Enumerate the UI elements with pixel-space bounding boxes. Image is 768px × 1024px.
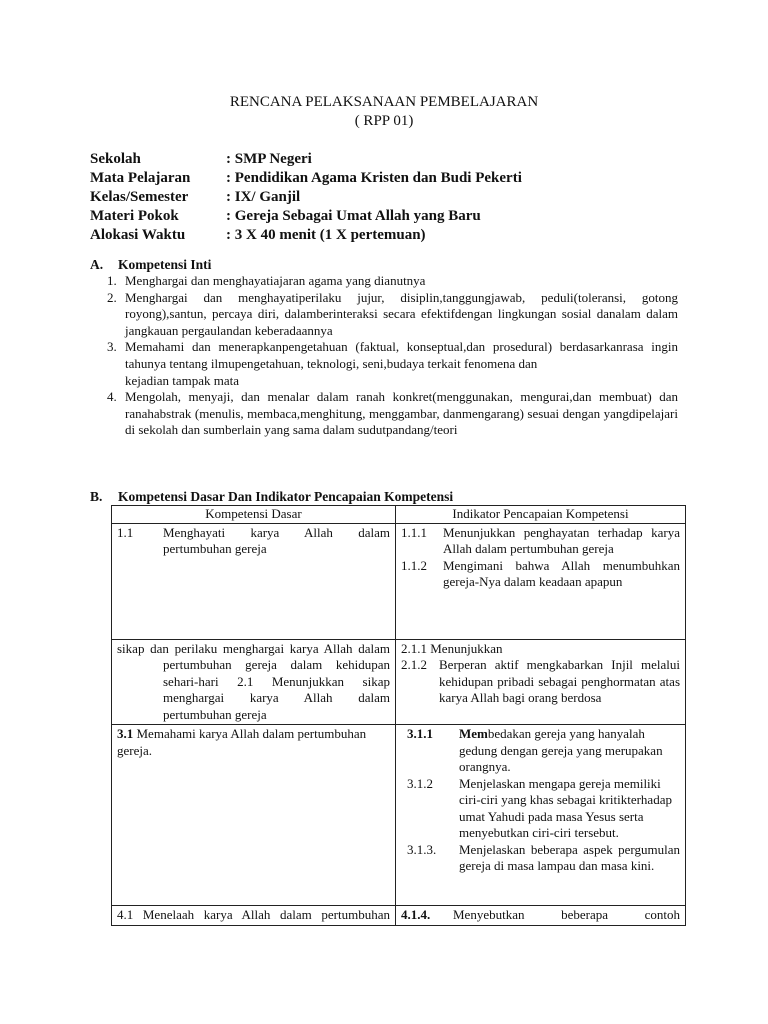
indicator-text: Menunjukkan penghayatan terhadap karya Allah dalam pertumbuhan gereja bbox=[443, 524, 680, 556]
document-title: RENCANA PELAKSANAAN PEMBELAJARAN bbox=[229, 94, 539, 110]
list-text-continuation: kejadian tampak mata bbox=[125, 372, 240, 388]
info-row-mata-pelajaran bbox=[90, 169, 522, 188]
info-value: : 3 X 40 menit (1 X pertemuan) bbox=[226, 227, 426, 243]
list-number: 1. bbox=[107, 273, 117, 288]
info-label: Sekolah bbox=[90, 151, 141, 167]
indicator-item bbox=[401, 726, 680, 776]
info-row-alokasi-waktu bbox=[90, 226, 522, 245]
info-value: : IX/ Ganjil bbox=[226, 189, 301, 205]
column-header-indikator: Indikator Pencapaian Kompetensi bbox=[396, 506, 686, 524]
table-row bbox=[112, 725, 686, 906]
kd-text: Menghayati karya Allah dalam pertumbuhan gereja bbox=[163, 524, 390, 556]
info-label: Alokasi Waktu bbox=[90, 227, 186, 243]
info-row-sekolah bbox=[90, 150, 522, 169]
list-item bbox=[107, 273, 678, 290]
indicator-number: 1.1.1 bbox=[401, 524, 427, 540]
list-item bbox=[107, 339, 678, 372]
list-number: 3. bbox=[107, 339, 117, 355]
indicator-text-emphasis: Mem bbox=[459, 726, 488, 741]
info-label: Kelas/Semester bbox=[90, 189, 189, 205]
section-title: Kompetensi Inti bbox=[118, 257, 212, 272]
list-text: Menghargai dan menghayatiajaran agama yang dianutnya bbox=[125, 273, 426, 288]
indicator-item bbox=[401, 558, 680, 591]
section-letter: A. bbox=[90, 257, 104, 272]
indicator-cell bbox=[396, 639, 686, 725]
indicator-text: Menyebutkan beberapa contoh bbox=[453, 907, 680, 922]
indicator-text: Berperan aktif mengkabarkan Injil melalui kehidupan pribadi sebagai penghormatan atas karya Allah bagi orang berdosa bbox=[439, 657, 680, 705]
table-row bbox=[112, 639, 686, 725]
info-block bbox=[90, 150, 522, 245]
kd-text: Memahami karya Allah dalam pertumbuhan gereja. bbox=[117, 726, 367, 758]
table-row bbox=[112, 523, 686, 639]
indicator-text: Menjelaskan beberapa aspek pergumulan gereja di masa lampau dan masa kini. bbox=[459, 841, 680, 873]
section-title: Kompetensi Dasar Dan Indikator Pencapaian Kompetensi bbox=[118, 489, 454, 504]
info-value: : SMP Negeri bbox=[226, 151, 312, 167]
indicator-number: 4.1.4. bbox=[401, 907, 431, 922]
info-value: : Pendidikan Agama Kristen dan Budi Pekerti bbox=[226, 170, 522, 186]
indicator-item bbox=[401, 776, 680, 842]
kd-number: 3.1 bbox=[117, 726, 134, 741]
table-row bbox=[112, 906, 686, 926]
indicator-item bbox=[401, 525, 680, 558]
list-text: Menghargai dan menghayatiperilaku jujur, disiplin,tanggungjawab, peduli(toleransi, gotong royong),santun, percaya diri, dalamberinteraksi secara efektifdengan lingkungan sosial danalam dalam jangkauan pergaulandan keberadaannya bbox=[125, 289, 678, 338]
indicator-item bbox=[401, 907, 680, 924]
kd-number: 1.1 bbox=[117, 524, 134, 540]
indicator-cell bbox=[396, 725, 686, 906]
list-text: Memahami dan menerapkanpengetahuan (faktual, konseptual,dan prosedural) berdasarkanrasa ingin tahunya tentang ilmupengetahuan, teknologi, seni,budaya terkait fenomena dan bbox=[125, 339, 678, 371]
info-label: Mata Pelajaran bbox=[90, 170, 191, 186]
indicator-item bbox=[401, 657, 680, 707]
section-letter: B. bbox=[90, 489, 103, 504]
list-number: 4. bbox=[107, 389, 117, 405]
kd-cell bbox=[112, 639, 396, 725]
info-row-materi-pokok bbox=[90, 207, 522, 226]
indicator-item: 2.1.1 Menunjukkan bbox=[401, 640, 503, 656]
document-subtitle: ( RPP 01) bbox=[354, 113, 414, 129]
list-text: Mengolah, menyaji, dan menalar dalam ranah konkret(menggunakan, mengurai,dan membuat) dan ranahabstrak (menulis, membaca,menghitung, menggambar, danmengarang) sesuai dengan yangdipelajari di sekolah dan sumberlain yang sama dalam sudutpandang/teori bbox=[125, 389, 678, 438]
indicator-number: 3.1.1 bbox=[407, 726, 433, 741]
info-row-kelas-semester bbox=[90, 188, 522, 207]
indicator-text: Menjelaskan mengapa gereja memiliki ciri-ciri yang khas sebagai kritikterhadap umat Yahudi pada masa Yesus serta menyebutkan ciri-ciri tersebut. bbox=[459, 775, 672, 840]
list-item bbox=[107, 290, 678, 340]
kd-text: 4.1 Menelaah karya Allah dalam pertumbuhan bbox=[117, 907, 390, 922]
list-item bbox=[107, 389, 678, 439]
kd-cell bbox=[112, 906, 396, 926]
kd-cell bbox=[112, 725, 396, 906]
section-a-heading bbox=[90, 257, 211, 273]
indicator-number: 3.1.2 bbox=[407, 775, 433, 791]
kompetensi-inti-list bbox=[107, 273, 678, 439]
indicator-number: 2.1.2 bbox=[401, 657, 427, 672]
indicator-text: bedakan gereja yang hanyalah gedung dengan gereja yang merupakan orangnya. bbox=[459, 726, 663, 774]
column-header-kompetensi-dasar: Kompetensi Dasar bbox=[112, 506, 396, 524]
info-value: : Gereja Sebagai Umat Allah yang Baru bbox=[226, 208, 481, 224]
indicator-item bbox=[401, 842, 680, 875]
kd-cell bbox=[112, 523, 396, 639]
indicator-cell bbox=[396, 523, 686, 639]
indicator-cell bbox=[396, 906, 686, 926]
table-header-row bbox=[112, 506, 686, 524]
indicator-text: Mengimani bahwa Allah menumbuhkan gereja-Nya dalam keadaan apapun bbox=[443, 557, 680, 589]
kd-text: sikap dan perilaku menghargai karya Allah dalam pertumbuhan gereja dalam kehidupan sehari-hari 2.1 Menunjukkan sikap menghargai karya Allah dalam pertumbuhan gereja bbox=[117, 640, 390, 722]
indicator-number: 3.1.3. bbox=[407, 841, 437, 857]
section-b-heading bbox=[90, 489, 453, 505]
indicator-number: 1.1.2 bbox=[401, 557, 427, 573]
competency-table bbox=[111, 505, 686, 926]
list-number: 2. bbox=[107, 289, 117, 305]
info-label: Materi Pokok bbox=[90, 208, 179, 224]
